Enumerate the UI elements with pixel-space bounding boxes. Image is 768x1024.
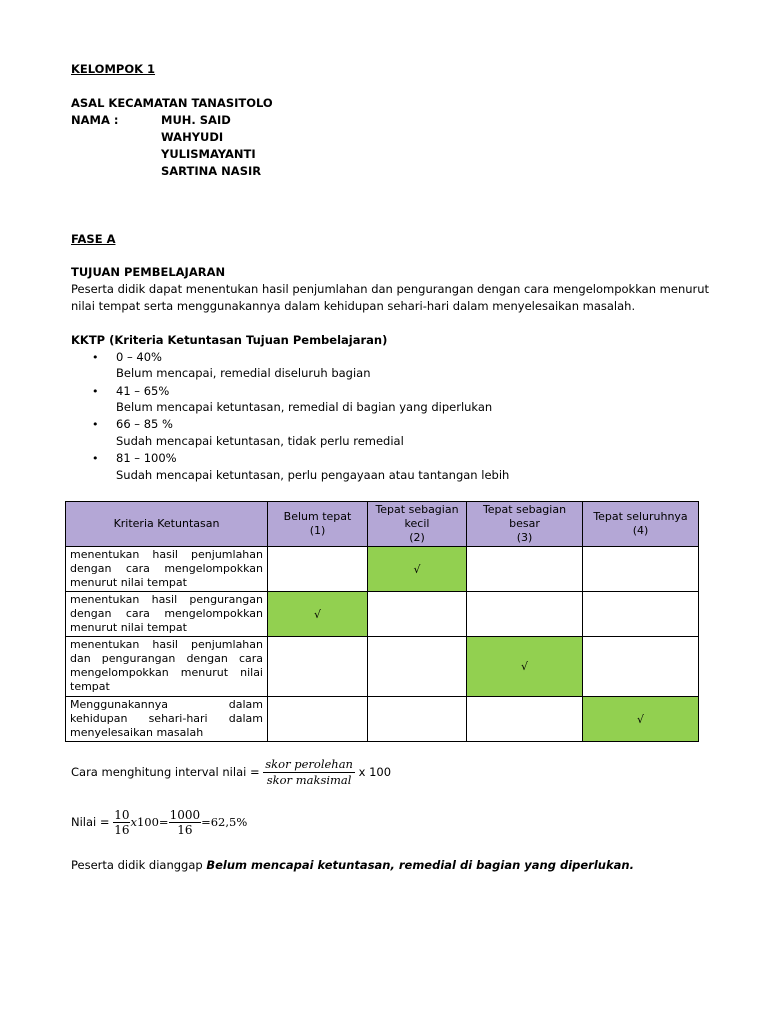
criterion-cell: menentukan hasil penjumlahan dengan cara mengelompokkan menurut nilai tempat xyxy=(66,547,268,592)
calc-label: Nilai = xyxy=(71,815,110,829)
criterion-cell: Menggunakannya dalam kehidupan sehari-hari dalam menyelesaikan masalah xyxy=(66,697,268,742)
header-tepat-sebagian-besar: Tepat sebagian besar (3) xyxy=(467,502,583,547)
calc-hundred: 100= xyxy=(136,815,169,829)
formula-numerator: skor perolehan xyxy=(265,757,353,771)
score-cell xyxy=(467,697,583,742)
calc-result: =62,5% xyxy=(201,815,248,829)
conclusion-line xyxy=(71,858,634,873)
kktp-range: 81 – 100% xyxy=(116,451,177,465)
district-line: ASAL KECAMATAN TANASITOLO xyxy=(71,96,273,110)
header-tepat-sebagian-kecil: Tepat sebagian kecil (2) xyxy=(368,502,467,547)
calc-numerator: 10 xyxy=(114,808,130,822)
conclusion-emphasis: Belum mencapai ketuntasan, remedial di bagian yang diperlukan. xyxy=(206,858,634,872)
member-name: SARTINA NASIR xyxy=(161,164,262,178)
formula-denominator: skor maksimal xyxy=(266,773,352,787)
calc-denominator: 16 xyxy=(177,823,193,837)
kktp-desc: Sudah mencapai ketuntasan, perlu pengayaan atau tantangan lebih xyxy=(116,468,510,482)
score-cell xyxy=(368,592,467,637)
bullet-glyph: • xyxy=(92,385,99,398)
kktp-range: 66 – 85 % xyxy=(116,417,173,431)
table-row xyxy=(66,637,699,697)
phase-title: FASE A xyxy=(71,232,116,246)
score-cell xyxy=(467,592,583,637)
bullet-glyph: • xyxy=(92,452,99,465)
score-cell xyxy=(368,637,467,697)
header-criteria: Kriteria Ketuntasan xyxy=(66,502,268,547)
formula-label: Cara menghitung interval nilai = xyxy=(71,765,260,779)
kktp-desc: Belum mencapai ketuntasan, remedial di bagian yang diperlukan xyxy=(116,400,493,414)
calc-times: x xyxy=(130,815,137,829)
score-cell xyxy=(583,637,699,697)
table-header-row xyxy=(66,502,699,547)
criterion-cell: menentukan hasil penjumlahan dan pengurangan dengan cara mengelompokkan menurut nilai tempat xyxy=(66,637,268,697)
member-name: YULISMAYANTI xyxy=(161,147,256,161)
table-row xyxy=(66,592,699,637)
formula-line xyxy=(71,756,391,788)
score-cell xyxy=(268,547,368,592)
kktp-desc: Belum mencapai, remedial diseluruh bagian xyxy=(116,366,371,380)
calculation-line xyxy=(71,806,247,838)
check-cell xyxy=(467,637,583,697)
check-cell xyxy=(268,592,368,637)
name-label: NAMA : xyxy=(71,113,119,127)
check-cell xyxy=(583,697,699,742)
table-row xyxy=(66,697,699,742)
calc-numerator: 1000 xyxy=(169,808,201,822)
calc-fraction xyxy=(113,808,130,837)
check-mark-icon: √ xyxy=(313,607,321,621)
kktp-range: 0 – 40% xyxy=(116,350,162,364)
score-cell xyxy=(467,547,583,592)
score-cell xyxy=(268,697,368,742)
objective-text-line: nilai tempat serta menggunakannya dalam kehidupan sehari-hari dalam menyelesaikan masalah. xyxy=(71,299,636,313)
bullet-glyph: • xyxy=(92,418,99,431)
kktp-desc: Sudah mencapai ketuntasan, tidak perlu remedial xyxy=(116,434,404,448)
calc-denominator: 16 xyxy=(114,823,130,837)
group-title: KELOMPOK 1 xyxy=(71,62,156,76)
header-tepat-seluruhnya: Tepat seluruhnya (4) xyxy=(583,502,699,547)
score-cell xyxy=(368,697,467,742)
member-name: MUH. SAID xyxy=(161,113,231,127)
criteria-table xyxy=(65,501,699,742)
score-cell xyxy=(583,592,699,637)
bullet-glyph: • xyxy=(92,351,99,364)
header-belum-tepat: Belum tepat (1) xyxy=(268,502,368,547)
calc-fraction xyxy=(169,808,202,837)
check-mark-icon: √ xyxy=(520,660,528,673)
check-cell xyxy=(368,547,467,592)
formula-fraction xyxy=(263,757,355,788)
check-mark-icon: √ xyxy=(636,712,644,726)
score-cell xyxy=(268,637,368,697)
objective-text-line: Peserta didik dapat menentukan hasil penjumlahan dan pengurangan dengan cara mengelompokkan menurut xyxy=(71,282,710,296)
kktp-range: 41 – 65% xyxy=(116,384,170,398)
check-mark-icon: √ xyxy=(413,562,421,576)
kktp-heading: KKTP (Kriteria Ketuntasan Tujuan Pembelajaran) xyxy=(71,333,388,347)
objective-heading: TUJUAN PEMBELAJARAN xyxy=(71,265,226,279)
formula-multiplier: x 100 xyxy=(358,765,392,779)
score-cell xyxy=(583,547,699,592)
member-name: WAHYUDI xyxy=(161,130,224,144)
criterion-cell: menentukan hasil pengurangan dengan cara mengelompokkan menurut nilai tempat xyxy=(66,592,268,637)
table-row xyxy=(66,547,699,592)
conclusion-prefix: Peserta didik dianggap xyxy=(71,858,207,872)
